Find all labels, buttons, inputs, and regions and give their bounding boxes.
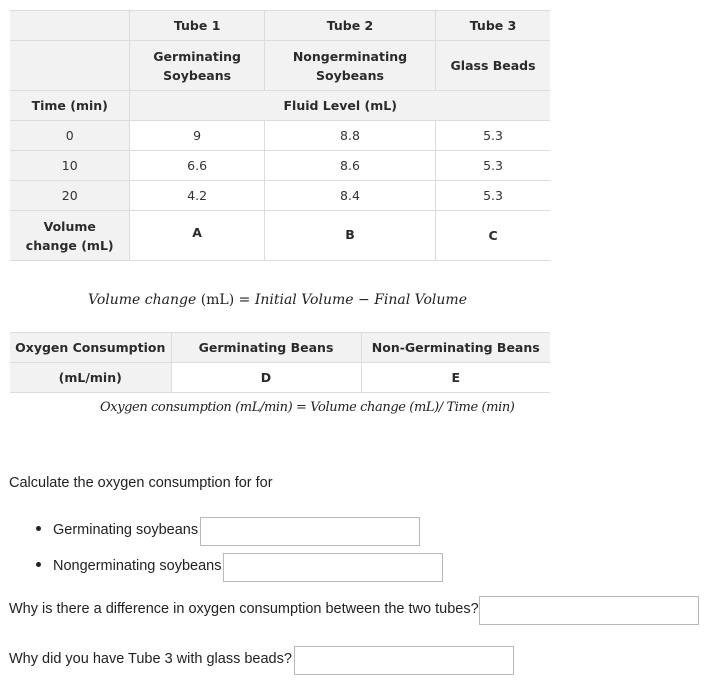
volume-change-b: B: [264, 211, 435, 261]
formula-lhs: Volume change: [88, 292, 197, 308]
tube-3-value: 5.3: [436, 181, 550, 211]
nongerminating-answer-input[interactable]: [223, 553, 443, 582]
time-header: Time (min): [10, 91, 130, 121]
difference-question: Why is there a difference in oxygen consumption between the two tubes?: [9, 601, 479, 617]
tube-3-header: Tube 3: [436, 11, 550, 41]
tube3-question: Why did you have Tube 3 with glass beads?: [9, 651, 292, 667]
difference-answer-input[interactable]: [479, 596, 699, 625]
tube-2-value: 8.8: [264, 121, 435, 151]
tube-3-contents: Glass Beads: [436, 41, 550, 91]
tube-1-header: Tube 1: [130, 11, 264, 41]
tube3-answer-input[interactable]: [294, 646, 514, 675]
formula-lhs-unit: (mL): [200, 292, 235, 308]
bullet-nongerminating-label: Nongerminating soybeans: [53, 558, 222, 574]
non-germinating-beans-header: Non-Germinating Beans: [361, 333, 550, 363]
oxygen-consumption-table: [10, 332, 550, 393]
tube-2-header: Tube 2: [264, 11, 435, 41]
tube-2-value: 8.6: [264, 151, 435, 181]
formula-equals: =: [238, 292, 251, 308]
formula-minus: −: [358, 292, 370, 308]
volume-change-formula: [88, 292, 467, 308]
volume-change-a: A: [130, 211, 264, 261]
oxygen-header-row: [10, 333, 550, 363]
fluid-level-table: [10, 10, 550, 261]
volume-change-c: C: [436, 211, 550, 261]
formula-final: Final Volume: [374, 292, 467, 308]
empty-contents-cell: [10, 41, 130, 91]
formula-initial: Initial Volume: [254, 292, 354, 308]
data-row: [10, 121, 550, 151]
bullet-dot: [36, 526, 41, 531]
fluid-level-header: Fluid Level (mL): [130, 91, 550, 121]
germinating-answer-input[interactable]: [200, 517, 420, 546]
tube-1-value: 6.6: [130, 151, 264, 181]
time-cell: 0: [10, 121, 130, 151]
calc-prompt: Calculate the oxygen consumption for for: [9, 475, 273, 491]
tube-1-contents: Germinating Soybeans: [130, 41, 264, 91]
tube-2-contents: Nongerminating Soybeans: [264, 41, 435, 91]
bullet-dot: [36, 562, 41, 567]
data-row: [10, 151, 550, 181]
bullet-germinating: [36, 522, 198, 538]
units-row: [10, 91, 550, 121]
bullet-germinating-label: Germinating soybeans: [53, 522, 199, 538]
non-germinating-value-e: E: [361, 363, 550, 393]
oxygen-value-row: [10, 363, 550, 393]
oxygen-unit-label: (mL/min): [10, 363, 171, 393]
oxygen-consumption-label: Oxygen Consumption: [10, 333, 171, 363]
tube-header-row: [10, 11, 550, 41]
time-cell: 20: [10, 181, 130, 211]
oxygen-consumption-formula: Oxygen consumption (mL/min) = Volume change (mL)/ Time (min): [100, 400, 515, 415]
tube-1-value: 9: [130, 121, 264, 151]
germinating-value-d: D: [171, 363, 361, 393]
volume-change-row: [10, 211, 550, 261]
bullet-nongerminating: [36, 558, 221, 574]
data-row: [10, 181, 550, 211]
empty-header-cell: [10, 11, 130, 41]
tube-2-value: 8.4: [264, 181, 435, 211]
tube-1-value: 4.2: [130, 181, 264, 211]
germinating-beans-header: Germinating Beans: [171, 333, 361, 363]
contents-row: [10, 41, 550, 91]
volume-change-label: Volume change (mL): [10, 211, 130, 261]
tube-3-value: 5.3: [436, 121, 550, 151]
time-cell: 10: [10, 151, 130, 181]
tube-3-value: 5.3: [436, 151, 550, 181]
